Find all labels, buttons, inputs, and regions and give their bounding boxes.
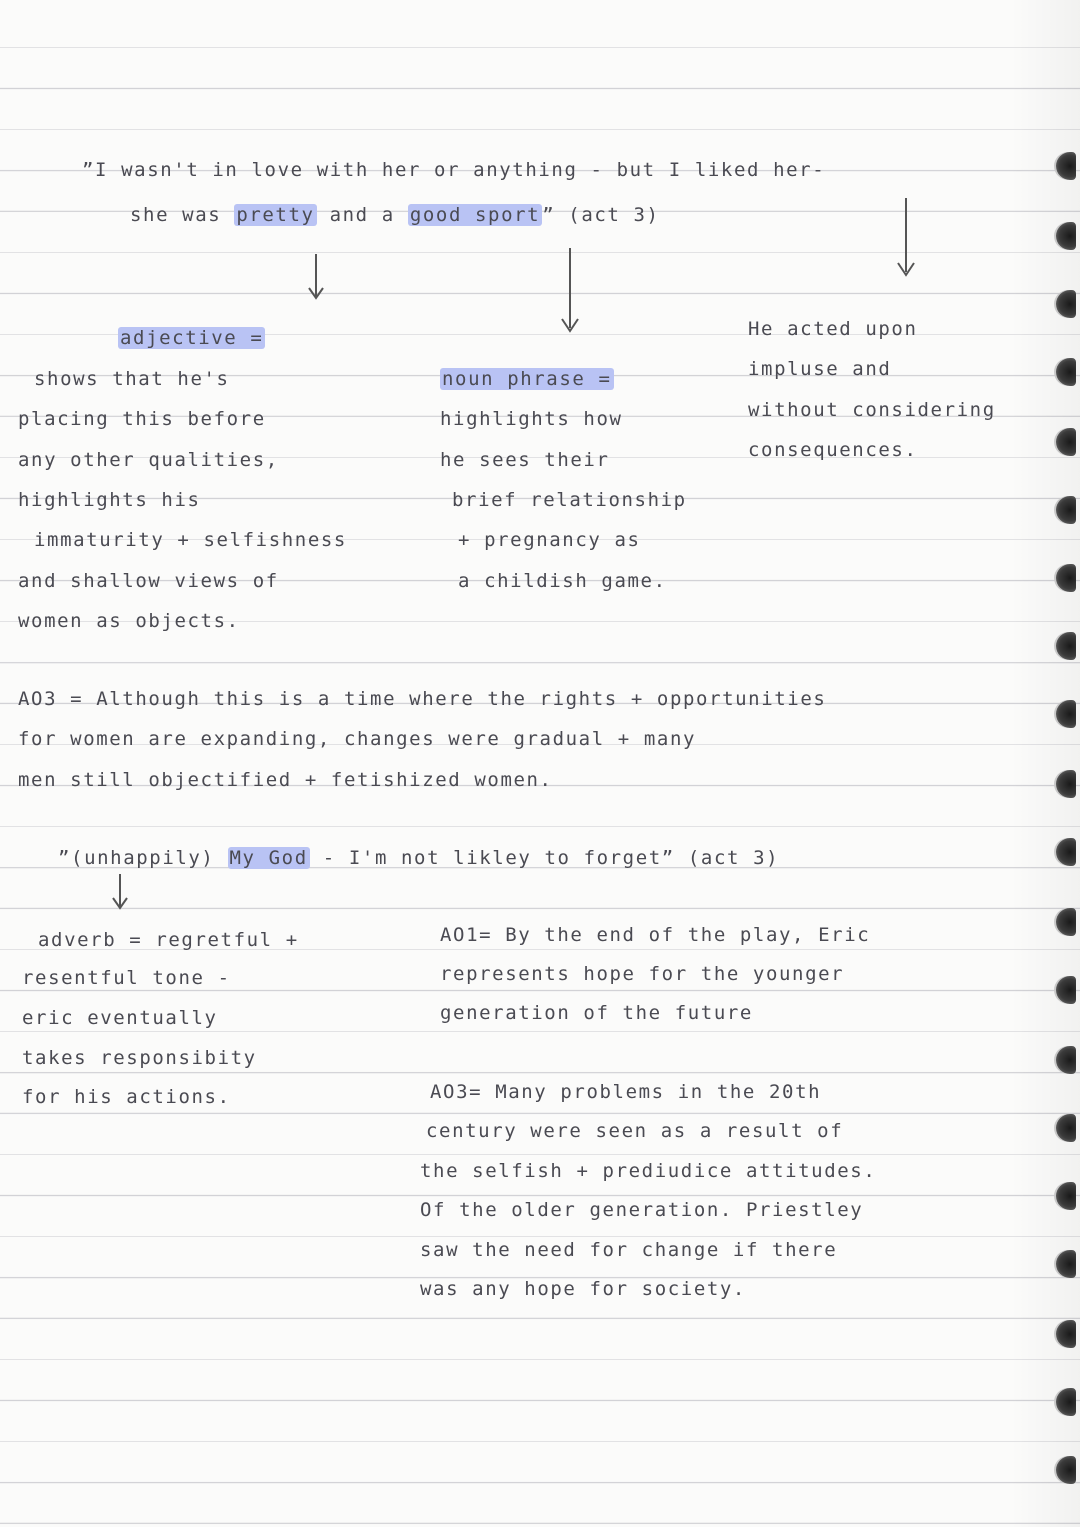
quote-mark-open: ” [58,847,72,869]
binding-hole-icon [1056,358,1076,386]
ao1-line: represents hope for the younger [440,963,845,985]
ao3-second-line: century were seen as a result of [426,1120,844,1142]
quote1-line2 [130,203,660,227]
col1-line: placing this before [18,408,266,430]
notebook-binding [1040,0,1080,1527]
binding-hole-icon [1056,428,1076,456]
col1-line: and shallow views of [18,570,279,592]
binding-hole-icon [1056,770,1076,798]
quote2-line [58,846,779,870]
ao1-line: generation of the future [440,1002,753,1024]
ao3-second-line: saw the need for change if there [420,1239,838,1261]
col1-heading [118,326,265,350]
col1-line: any other qualities, [18,449,279,471]
binding-hole-icon [1056,1046,1076,1074]
quote1-text-2c: ” (act 3) [542,204,660,226]
col3-line: without considering [748,399,996,421]
binding-hole-icon [1056,908,1076,936]
arrow-down-icon [558,246,582,340]
quote-mark-open: ” [82,159,96,181]
col4-line: adverb = regretful + [38,929,299,951]
quote2-stage-direction: (unhappily) [71,847,228,869]
highlight-my-god: My God [229,847,308,869]
col2-heading [440,367,614,391]
ao1-line: AO1= By the end of the play, Eric [440,924,871,946]
ao3-second-line: the selfish + prediudice attitudes. [420,1160,877,1182]
col4-line: takes responsibity [22,1047,257,1069]
col2-line: a childish game. [458,570,667,592]
binding-hole-icon [1056,1388,1076,1416]
ao3-second-line: Of the older generation. Priestley [420,1199,864,1221]
binding-hole-icon [1056,496,1076,524]
col2-line: he sees their [440,449,610,471]
arrow-down-icon [110,872,130,916]
binding-hole-icon [1056,290,1076,318]
col4-line: eric eventually [22,1007,218,1029]
ao3-second-line: was any hope for society. [420,1278,746,1300]
ao3-paragraph-line: for women are expanding, changes were gradual + many [18,728,697,750]
quote2-text: - I'm not likley to forget” (act 3) [309,847,780,869]
highlight-pretty: pretty [236,204,315,226]
adjective-heading: adjective = [120,327,264,349]
quote1-text-2b: and a [316,204,408,226]
binding-hole-icon [1056,222,1076,250]
binding-hole-icon [1056,632,1076,660]
binding-hole-icon [1056,1320,1076,1348]
col1-line: women as objects. [18,610,240,632]
col4-line: resentful tone - [22,967,231,989]
ao3-paragraph-line: men still objectified + fetishized women. [18,769,553,791]
col2-line: highlights how [440,408,623,430]
quote1-line1 [82,158,825,182]
col1-line: immaturity + selfishness [34,529,347,551]
ao3-paragraph-line: AO3 = Although this is a time where the rights + opportunities [18,688,827,710]
binding-hole-icon [1056,1456,1076,1484]
col3-line: He acted upon [748,318,918,340]
col2-line: brief relationship [452,489,687,511]
col3-line: impluse and [748,358,892,380]
binding-hole-icon [1056,1250,1076,1278]
quote1-text-1: I wasn't in love with her or anything - but I liked her- [95,159,826,181]
binding-hole-icon [1056,1114,1076,1142]
col1-line: highlights his [18,489,201,511]
noun-phrase-heading: noun phrase = [442,368,612,390]
binding-hole-icon [1056,976,1076,1004]
arrow-down-icon [306,252,326,306]
binding-hole-icon [1056,152,1076,180]
col2-line: + pregnancy as [458,529,641,551]
arrow-down-icon [894,196,918,284]
ao3-second-line: AO3= Many problems in the 20th [430,1081,822,1103]
binding-hole-icon [1056,700,1076,728]
col1-line: shows that he's [34,368,230,390]
binding-hole-icon [1056,1182,1076,1210]
binding-hole-icon [1056,564,1076,592]
quote1-text-2a: she was [130,204,235,226]
col4-line: for his actions. [22,1086,231,1108]
highlight-good-sport: good sport [409,204,541,226]
binding-hole-icon [1056,838,1076,866]
col3-line: consequences. [748,439,918,461]
